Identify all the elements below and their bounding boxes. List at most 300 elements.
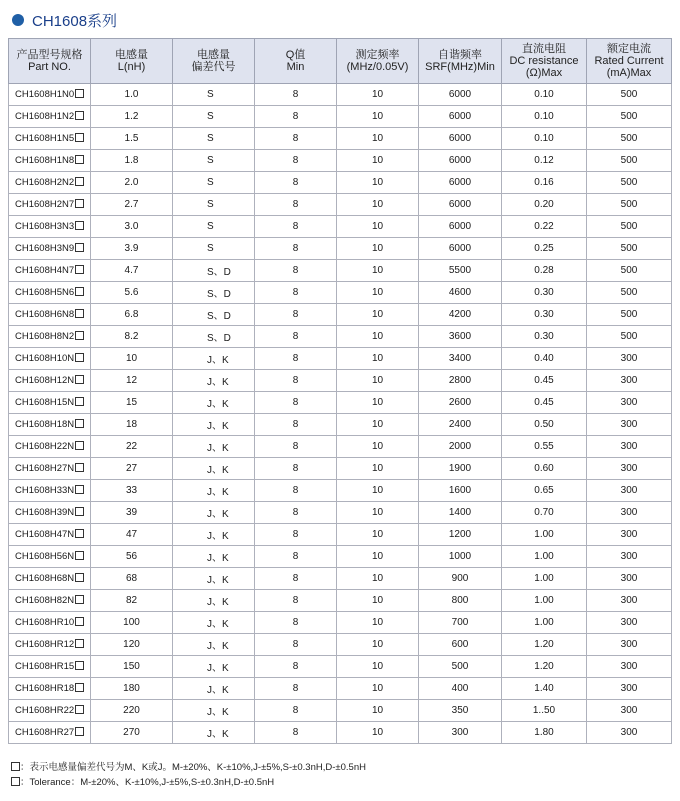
cell-inductance (91, 392, 173, 414)
cell-rated-current (587, 414, 672, 436)
cell-srf-text: 6000 (448, 133, 472, 144)
cell-inductance (91, 304, 173, 326)
cell-srf (419, 150, 502, 172)
cell-rated-current (587, 436, 672, 458)
cell-tolerance-text: S、D (207, 289, 231, 300)
cell-test-freq-text: 10 (371, 353, 384, 364)
cell-test-freq-text: 10 (371, 331, 384, 342)
placeholder-box-icon (75, 441, 84, 450)
cell-q-min (255, 568, 337, 590)
cell-q-min (255, 678, 337, 700)
cell-dc-resistance (502, 590, 587, 612)
cell-inductance-text: 33 (125, 485, 138, 496)
placeholder-box-icon (75, 705, 84, 714)
cell-part-no (9, 568, 91, 590)
note-en: ：Tolerance：M-±20%、K-±10%,J-±5%,S-±0.3nH,D-±0.5nH (10, 775, 366, 790)
cell-srf-text: 6000 (448, 199, 472, 210)
cell-srf (419, 524, 502, 546)
cell-inductance (91, 260, 173, 282)
cell-tolerance-text: J、K (207, 509, 229, 520)
header-dc-resistance: 直流电阻 DC resistance (Ω)Max (502, 39, 587, 84)
cell-test-freq-text: 10 (371, 199, 384, 210)
cell-inductance (91, 106, 173, 128)
cell-tolerance (173, 348, 255, 370)
cell-dc-resistance (502, 722, 587, 744)
cell-dc-resistance-text: 0.45 (534, 375, 554, 386)
cell-tolerance-text: J、K (207, 597, 229, 608)
cell-inductance-text: 10 (125, 353, 138, 364)
cell-inductance (91, 458, 173, 480)
cell-test-freq-text: 10 (371, 375, 384, 386)
cell-srf-text: 6000 (448, 221, 472, 232)
cell-tolerance (173, 128, 255, 150)
note-cn: ：表示电感量偏差代号为M、K或J。M-±20%、K-±10%,J-±5%,S-±0.3nH,D-±0.5nH (10, 760, 366, 775)
cell-part-no (9, 348, 91, 370)
cell-tolerance-text: S、D (207, 333, 231, 344)
cell-rated-current (587, 370, 672, 392)
header-inductance: 电感量 L(nH) (91, 39, 173, 84)
cell-inductance-text: 6.8 (124, 309, 139, 320)
table-row (9, 326, 672, 348)
header-rated-current: 额定电流 Rated Current (mA)Max (587, 39, 672, 84)
cell-inductance-text: 2.0 (124, 177, 139, 188)
cell-q-min (255, 172, 337, 194)
cell-tolerance (173, 150, 255, 172)
cell-srf (419, 238, 502, 260)
cell-rated-current-text: 300 (620, 485, 638, 496)
cell-rated-current (587, 128, 672, 150)
placeholder-box-icon (75, 221, 84, 230)
cell-test-freq-text: 10 (371, 463, 384, 474)
cell-test-freq-text: 10 (371, 265, 384, 276)
cell-rated-current-text: 500 (620, 155, 638, 166)
cell-dc-resistance (502, 304, 587, 326)
cell-dc-resistance-text: 0.65 (534, 485, 554, 496)
cell-srf-text: 3400 (448, 353, 472, 364)
cell-q-min-text: 8 (292, 243, 299, 254)
cell-inductance-text: 1.5 (124, 133, 139, 144)
cell-dc-resistance (502, 414, 587, 436)
cell-test-freq-text: 10 (371, 573, 384, 584)
cell-rated-current (587, 590, 672, 612)
cell-rated-current (587, 524, 672, 546)
cell-dc-resistance (502, 194, 587, 216)
cell-test-freq-text: 10 (371, 441, 384, 452)
cell-rated-current-text: 300 (620, 551, 638, 562)
cell-test-freq (337, 656, 419, 678)
cell-tolerance (173, 656, 255, 678)
cell-q-min (255, 414, 337, 436)
cell-srf (419, 348, 502, 370)
cell-part-no-text: CH1608HR15 (15, 661, 75, 672)
cell-rated-current (587, 700, 672, 722)
cell-srf-text: 400 (451, 683, 469, 694)
cell-inductance-text: 8.2 (124, 331, 139, 342)
cell-tolerance (173, 414, 255, 436)
cell-tolerance-text: S (207, 155, 214, 166)
cell-rated-current (587, 216, 672, 238)
cell-q-min-text: 8 (292, 573, 299, 584)
cell-rated-current (587, 502, 672, 524)
cell-q-min (255, 436, 337, 458)
cell-rated-current-text: 500 (620, 331, 638, 342)
placeholder-box-icon (75, 463, 84, 472)
cell-dc-resistance (502, 524, 587, 546)
cell-rated-current-text: 300 (620, 375, 638, 386)
cell-srf (419, 634, 502, 656)
cell-part-no-text: CH1608H1N8 (15, 155, 75, 166)
cell-part-no (9, 480, 91, 502)
cell-test-freq (337, 502, 419, 524)
cell-part-no-text: CH1608HR18 (15, 683, 75, 694)
header-tolerance: 电感量 偏差代号 (173, 39, 255, 84)
cell-tolerance-text: J、K (207, 663, 229, 674)
cell-inductance (91, 524, 173, 546)
cell-inductance-text: 100 (123, 617, 140, 628)
cell-test-freq-text: 10 (371, 705, 384, 716)
cell-dc-resistance-text: 1.00 (534, 573, 554, 584)
cell-dc-resistance-text: 1.20 (534, 661, 554, 672)
cell-test-freq (337, 568, 419, 590)
table-row (9, 656, 672, 678)
cell-test-freq (337, 326, 419, 348)
cell-dc-resistance-text: 0.16 (534, 177, 554, 188)
placeholder-box-icon (75, 177, 84, 186)
cell-tolerance-text: J、K (207, 443, 229, 454)
cell-part-no (9, 304, 91, 326)
cell-dc-resistance-text: 0.10 (534, 133, 554, 144)
cell-part-no-text: CH1608H2N7 (15, 199, 75, 210)
cell-rated-current-text: 300 (620, 727, 638, 738)
cell-test-freq-text: 10 (371, 155, 384, 166)
cell-inductance-text: 18 (125, 419, 138, 430)
cell-q-min (255, 700, 337, 722)
cell-srf (419, 678, 502, 700)
cell-q-min-text: 8 (292, 661, 299, 672)
cell-dc-resistance (502, 480, 587, 502)
cell-tolerance-text: J、K (207, 641, 229, 652)
cell-test-freq (337, 612, 419, 634)
cell-q-min-text: 8 (292, 265, 299, 276)
cell-part-no-text: CH1608H15N (15, 397, 75, 408)
cell-rated-current (587, 634, 672, 656)
cell-inductance (91, 568, 173, 590)
cell-dc-resistance-text: 0.40 (534, 353, 554, 364)
cell-test-freq-text: 10 (371, 243, 384, 254)
cell-inductance-text: 39 (125, 507, 138, 518)
cell-test-freq-text: 10 (371, 221, 384, 232)
cell-rated-current-text: 500 (620, 265, 638, 276)
table-row (9, 238, 672, 260)
cell-inductance (91, 414, 173, 436)
cell-tolerance-text: J、K (207, 729, 229, 740)
cell-dc-resistance (502, 326, 587, 348)
cell-srf-text: 2600 (448, 397, 472, 408)
cell-dc-resistance (502, 216, 587, 238)
table-row (9, 282, 672, 304)
cell-test-freq (337, 722, 419, 744)
cell-part-no-text: CH1608H1N5 (15, 133, 75, 144)
cell-part-no-text: CH1608H47N (15, 529, 75, 540)
placeholder-box-icon (75, 595, 84, 604)
cell-test-freq-text: 10 (371, 661, 384, 672)
cell-inductance (91, 722, 173, 744)
cell-tolerance (173, 194, 255, 216)
cell-dc-resistance-text: 1.40 (534, 683, 554, 694)
cell-test-freq (337, 282, 419, 304)
cell-rated-current-text: 300 (620, 639, 638, 650)
table-row (9, 128, 672, 150)
cell-q-min-text: 8 (292, 507, 299, 518)
table-row (9, 194, 672, 216)
cell-inductance (91, 436, 173, 458)
cell-tolerance-text: J、K (207, 685, 229, 696)
cell-test-freq-text: 10 (371, 683, 384, 694)
cell-inductance (91, 282, 173, 304)
cell-rated-current (587, 568, 672, 590)
cell-q-min-text: 8 (292, 683, 299, 694)
cell-srf (419, 392, 502, 414)
cell-q-min (255, 656, 337, 678)
cell-dc-resistance (502, 128, 587, 150)
cell-part-no-text: CH1608HR27 (15, 727, 75, 738)
cell-test-freq (337, 216, 419, 238)
cell-rated-current (587, 458, 672, 480)
cell-srf-text: 4600 (448, 287, 472, 298)
cell-dc-resistance (502, 348, 587, 370)
cell-inductance (91, 612, 173, 634)
cell-inductance-text: 22 (125, 441, 138, 452)
cell-part-no-text: CH1608H12N (15, 375, 75, 386)
cell-inductance (91, 678, 173, 700)
placeholder-box-icon (75, 155, 84, 164)
placeholder-box-icon (75, 243, 84, 252)
table-row (9, 568, 672, 590)
cell-part-no-text: CH1608HR12 (15, 639, 75, 650)
cell-dc-resistance-text: 0.22 (534, 221, 554, 232)
cell-inductance-text: 5.6 (124, 287, 139, 298)
cell-rated-current (587, 480, 672, 502)
cell-q-min-text: 8 (292, 463, 299, 474)
cell-tolerance (173, 546, 255, 568)
cell-tolerance (173, 700, 255, 722)
cell-rated-current-text: 300 (620, 463, 638, 474)
placeholder-box-icon (75, 617, 84, 626)
cell-tolerance (173, 392, 255, 414)
cell-tolerance (173, 678, 255, 700)
cell-dc-resistance (502, 106, 587, 128)
cell-rated-current-text: 500 (620, 199, 638, 210)
cell-dc-resistance (502, 546, 587, 568)
cell-tolerance (173, 304, 255, 326)
cell-rated-current (587, 260, 672, 282)
cell-test-freq-text: 10 (371, 397, 384, 408)
cell-tolerance-text: J、K (207, 399, 229, 410)
cell-srf-text: 6000 (448, 243, 472, 254)
table-row (9, 414, 672, 436)
cell-tolerance-text: S (207, 89, 214, 100)
cell-q-min-text: 8 (292, 639, 299, 650)
table-row (9, 524, 672, 546)
cell-part-no (9, 590, 91, 612)
cell-srf (419, 568, 502, 590)
cell-tolerance-text: S (207, 111, 214, 122)
cell-rated-current-text: 300 (620, 441, 638, 452)
cell-part-no-text: CH1608H1N2 (15, 111, 75, 122)
cell-rated-current (587, 304, 672, 326)
cell-q-min-text: 8 (292, 331, 299, 342)
cell-tolerance (173, 84, 255, 106)
cell-test-freq-text: 10 (371, 639, 384, 650)
cell-q-min (255, 480, 337, 502)
cell-test-freq (337, 700, 419, 722)
cell-part-no-text: CH1608H2N2 (15, 177, 75, 188)
cell-part-no-text: CH1608H33N (15, 485, 75, 496)
cell-dc-resistance (502, 656, 587, 678)
cell-q-min-text: 8 (292, 727, 299, 738)
cell-tolerance (173, 326, 255, 348)
cell-part-no (9, 612, 91, 634)
cell-test-freq-text: 10 (371, 419, 384, 430)
cell-test-freq-text: 10 (371, 133, 384, 144)
cell-part-no (9, 678, 91, 700)
cell-inductance-text: 270 (123, 727, 140, 738)
table-row (9, 634, 672, 656)
table-row (9, 392, 672, 414)
cell-tolerance-text: S (207, 221, 214, 232)
cell-q-min (255, 392, 337, 414)
placeholder-box-icon (75, 397, 84, 406)
cell-test-freq (337, 150, 419, 172)
placeholder-box-icon (75, 683, 84, 692)
cell-inductance (91, 194, 173, 216)
cell-rated-current (587, 150, 672, 172)
cell-test-freq-text: 10 (371, 309, 384, 320)
cell-test-freq (337, 480, 419, 502)
cell-dc-resistance (502, 502, 587, 524)
cell-srf (419, 260, 502, 282)
cell-rated-current (587, 612, 672, 634)
cell-rated-current (587, 722, 672, 744)
cell-part-no-text: CH1608H56N (15, 551, 75, 562)
cell-q-min (255, 238, 337, 260)
cell-part-no (9, 128, 91, 150)
cell-part-no-text: CH1608H22N (15, 441, 75, 452)
cell-rated-current (587, 282, 672, 304)
cell-rated-current-text: 500 (620, 133, 638, 144)
cell-part-no (9, 150, 91, 172)
series-title-text: CH1608系列 (32, 12, 118, 30)
cell-rated-current-text: 300 (620, 661, 638, 672)
cell-q-min (255, 546, 337, 568)
cell-tolerance-text: S (207, 133, 214, 144)
cell-rated-current-text: 300 (620, 353, 638, 364)
cell-srf (419, 172, 502, 194)
cell-rated-current-text: 500 (620, 111, 638, 122)
cell-srf (419, 502, 502, 524)
cell-dc-resistance (502, 370, 587, 392)
cell-test-freq (337, 524, 419, 546)
cell-inductance (91, 84, 173, 106)
table-row (9, 590, 672, 612)
cell-srf (419, 414, 502, 436)
cell-test-freq (337, 634, 419, 656)
cell-dc-resistance (502, 700, 587, 722)
cell-srf (419, 590, 502, 612)
cell-q-min-text: 8 (292, 89, 299, 100)
cell-q-min (255, 150, 337, 172)
cell-test-freq-text: 10 (371, 111, 384, 122)
cell-srf (419, 436, 502, 458)
cell-dc-resistance (502, 282, 587, 304)
placeholder-box-icon (75, 529, 84, 538)
cell-tolerance (173, 612, 255, 634)
cell-rated-current-text: 500 (620, 287, 638, 298)
cell-srf-text: 6000 (448, 177, 472, 188)
cell-test-freq (337, 194, 419, 216)
series-title (12, 8, 117, 32)
table-row (9, 348, 672, 370)
cell-tolerance-text: J、K (207, 377, 229, 388)
cell-tolerance (173, 590, 255, 612)
table-row (9, 260, 672, 282)
cell-part-no-text: CH1608H6N8 (15, 309, 75, 320)
cell-srf-text: 350 (451, 705, 469, 716)
cell-q-min-text: 8 (292, 287, 299, 298)
cell-dc-resistance (502, 568, 587, 590)
cell-q-min-text: 8 (292, 221, 299, 232)
cell-test-freq (337, 84, 419, 106)
header-q-min: Q值 Min (255, 39, 337, 84)
cell-q-min (255, 304, 337, 326)
cell-srf (419, 480, 502, 502)
placeholder-box-icon (75, 419, 84, 428)
table-row (9, 678, 672, 700)
cell-dc-resistance-text: 0.45 (534, 397, 554, 408)
table-row (9, 436, 672, 458)
placeholder-box-icon (75, 573, 84, 582)
cell-part-no (9, 84, 91, 106)
cell-tolerance-text: J、K (207, 465, 229, 476)
cell-inductance (91, 590, 173, 612)
cell-inductance-text: 150 (123, 661, 140, 672)
cell-dc-resistance-text: 0.28 (534, 265, 554, 276)
cell-dc-resistance-text: 0.60 (534, 463, 554, 474)
cell-inductance-text: 1.0 (124, 89, 139, 100)
cell-rated-current (587, 326, 672, 348)
cell-inductance-text: 47 (125, 529, 138, 540)
cell-inductance (91, 128, 173, 150)
cell-dc-resistance (502, 678, 587, 700)
cell-srf (419, 128, 502, 150)
cell-inductance-text: 27 (125, 463, 138, 474)
cell-test-freq-text: 10 (371, 177, 384, 188)
cell-rated-current (587, 172, 672, 194)
cell-dc-resistance-text: 1..50 (532, 705, 556, 716)
cell-srf-text: 1900 (448, 463, 472, 474)
cell-part-no (9, 546, 91, 568)
cell-srf (419, 700, 502, 722)
cell-test-freq-text: 10 (371, 551, 384, 562)
cell-rated-current (587, 84, 672, 106)
header-test-freq: 测定频率 (MHz/0.05V) (337, 39, 419, 84)
cell-dc-resistance-text: 0.20 (534, 199, 554, 210)
table-row (9, 700, 672, 722)
cell-tolerance (173, 436, 255, 458)
placeholder-box-icon (75, 89, 84, 98)
cell-test-freq (337, 546, 419, 568)
table-row (9, 106, 672, 128)
